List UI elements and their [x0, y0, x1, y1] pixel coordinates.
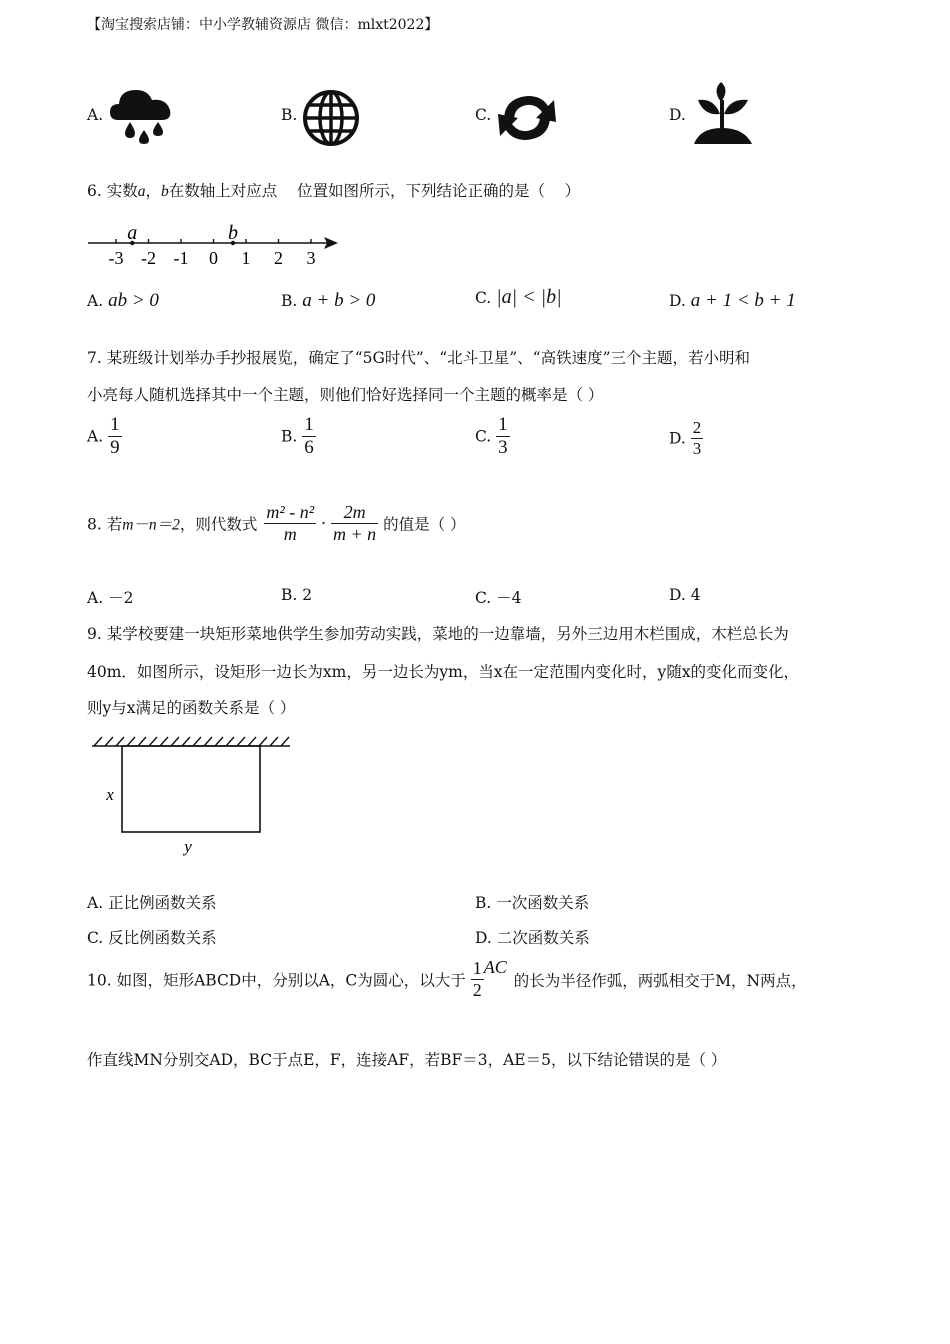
tick-label: -3: [108, 248, 124, 268]
q7-stem-line2: 小亮每人随机选择其中一个主题，则他们恰好选择同一个主题的概率是（ ）: [87, 386, 604, 404]
option-label: A.: [87, 106, 104, 124]
option-label: B.: [281, 106, 298, 124]
q8-option-a[interactable]: A. －2: [87, 589, 134, 607]
option-expr: a + b > 0: [302, 290, 376, 311]
q7-option-d[interactable]: D. $\frac{2}{3}$: [669, 418, 702, 458]
q5-option-a[interactable]: [87, 106, 103, 124]
wall-hatch: [281, 737, 289, 746]
tick-label: -2: [141, 248, 156, 268]
wall-hatch: [149, 737, 157, 746]
wall-hatch: [248, 737, 256, 746]
q5-option-b[interactable]: [281, 106, 297, 124]
q8-option-c[interactable]: C. －4: [475, 589, 522, 607]
wall-hatch: [127, 737, 135, 746]
option-label: D.: [669, 106, 686, 124]
wall-hatch: [226, 737, 234, 746]
q9-stem-line2: 40m．如图所示，设矩形一边长为xm，另一边长为ym，当x在一定范围内变化时，y随x的变化而变化，: [87, 663, 800, 681]
tick-label: -1: [173, 248, 189, 268]
q6-option-b[interactable]: B. a + b > 0: [281, 290, 376, 311]
wall-hatch: [94, 737, 102, 746]
wall-hatch: [116, 737, 124, 746]
q7-option-c[interactable]: C. $\frac{1}{3}$: [475, 414, 508, 458]
q6-option-c[interactable]: C. |a| < |b|: [475, 286, 562, 308]
number-line: [86, 220, 346, 270]
q6-option-d[interactable]: D. a + 1 < b + 1: [669, 290, 796, 311]
option-label: C.: [475, 106, 492, 124]
sprout-icon: [692, 80, 754, 146]
tick-label: 2: [274, 248, 283, 268]
q7-option-b[interactable]: B. $\frac{1}{6}$: [281, 414, 314, 458]
wall-hatch: [270, 737, 278, 746]
option-expr: a + 1 < b + 1: [690, 290, 796, 311]
wall-hatch: [105, 737, 113, 746]
q7-stem-line1: 7. 某班级计划举办手抄报展览，确定了“5G时代”、“北斗卫星”、“高铁速度”三个主题，若小明和: [87, 349, 751, 367]
wall-hatch: [171, 737, 179, 746]
wall-hatch: [215, 737, 223, 746]
q5-option-d[interactable]: [669, 106, 686, 124]
wall-hatch: [138, 737, 146, 746]
q9-option-c[interactable]: C. 反比例函数关系: [87, 929, 217, 947]
option-expr: ab > 0: [108, 290, 159, 311]
q9-option-d[interactable]: D. 二次函数关系: [475, 929, 590, 947]
tick-label: 0: [209, 248, 218, 268]
rain-cloud-icon: [108, 82, 174, 144]
rectangle-fence-figure: [88, 734, 298, 862]
page-header: 【淘宝搜索店铺：中小学教辅资源店 微信：mlxt2022】: [87, 17, 439, 33]
option-expr: |a| < |b|: [496, 286, 562, 308]
globe-icon: [302, 89, 360, 147]
q9-stem-line1: 9. 某学校要建一块矩形菜地供学生参加劳动实践，菜地的一边靠墙，另外三边用木栏围成，木栏总长为: [87, 625, 789, 643]
q10-stem-line2: 作直线MN分别交AD，BC于点E，F，连接AF，若BF＝3，AE＝5，以下结论错误的是（ ）: [87, 1051, 727, 1069]
wall-hatch: [182, 737, 190, 746]
side-x-label: x: [106, 785, 114, 804]
recycle-arrows-icon: [494, 88, 560, 148]
point-b-label: b: [228, 222, 238, 244]
q6-stem: 6. 实数a，b在数轴上对应点 位置如图所示，下列结论正确的是（ ）: [87, 182, 581, 200]
wall-hatch: [160, 737, 168, 746]
q8-option-d[interactable]: D. 4: [669, 586, 701, 604]
q6-option-a[interactable]: A. ab > 0: [87, 290, 159, 311]
tick-label: 3: [306, 248, 316, 268]
tick-label: 1: [241, 248, 251, 268]
wall-hatch: [237, 737, 245, 746]
q8-option-b[interactable]: B. 2: [281, 586, 313, 604]
q9-stem-line3: 则y与x满足的函数关系是（ ）: [87, 699, 296, 717]
q7-option-a[interactable]: A. $\frac{1}{9}$: [87, 414, 120, 458]
q9-option-a[interactable]: A. 正比例函数关系: [87, 894, 217, 912]
q9-option-b[interactable]: B. 一次函数关系: [475, 894, 590, 912]
q5-option-c[interactable]: [475, 106, 491, 124]
q10-stem-line1: 10. 如图，矩形ABCD中，分别以A，C为圆心，以大于 $\frac{1}{2}$ AC 的长为半径作弧，两弧相交于M，N两点，: [87, 957, 807, 1000]
side-y-label: y: [184, 837, 192, 856]
point-a-label: a: [127, 222, 138, 244]
q8-stem: 8. 若m－n＝2，则代数式 $\frac{\text{m² - n²}}{m}$ · $\frac{2m}{m + n}$ 的值是（ ）: [87, 502, 466, 544]
wall-hatch: [259, 737, 267, 746]
wall-hatch: [193, 737, 201, 746]
wall-hatch: [204, 737, 212, 746]
